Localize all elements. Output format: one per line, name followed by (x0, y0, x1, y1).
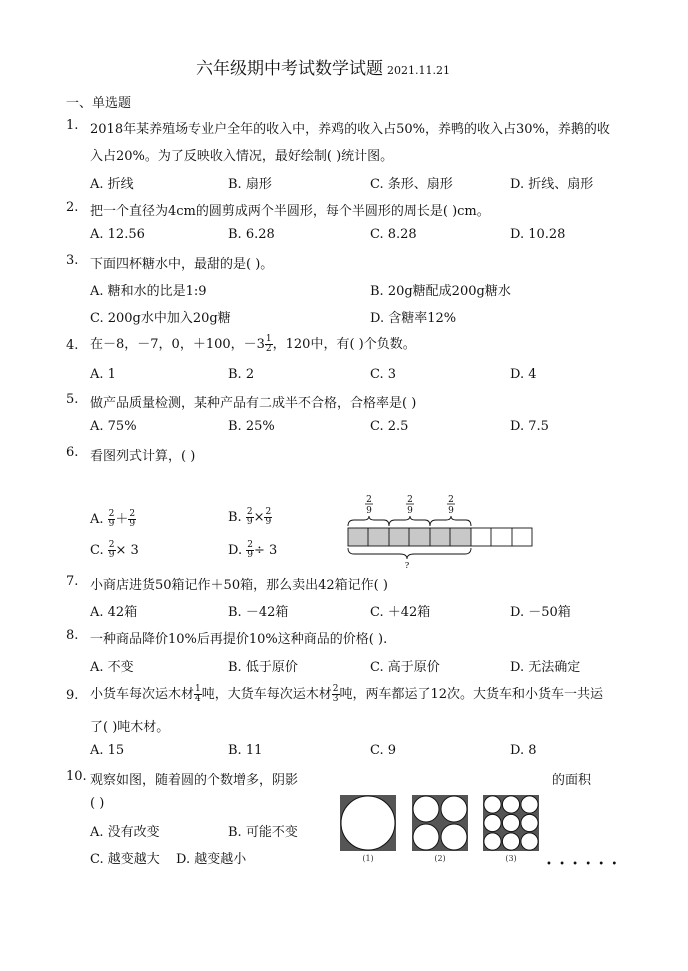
option-a[interactable]: A. 没有改变 (90, 825, 160, 840)
brace-question-mark: ? (404, 561, 410, 570)
option-d[interactable]: D. 无法确定 (510, 660, 581, 675)
option-d[interactable]: D. －50箱 (510, 605, 571, 620)
question-number: 1. (66, 118, 79, 133)
option-d[interactable]: D. 7.5 (510, 419, 549, 434)
question-number: 8. (66, 628, 79, 643)
question-text: 入占20%。为了反映收入情况，最好绘制( )统计图。 (90, 149, 394, 164)
option-c[interactable]: C. 高于原价 (370, 660, 440, 675)
question-text: 2018年某养殖场专业户全年的收入中，养鸡的收入占50%，养鸭的收入占30%，养鹅的收 (90, 122, 610, 137)
brace-label-den: 9 (366, 506, 372, 516)
question-text: ( ) (90, 796, 105, 811)
text-part: 在－8，－7，0，＋100，－3 (90, 337, 265, 352)
bar-fraction-figure (340, 492, 540, 570)
option-c[interactable]: C. 2.5 (370, 419, 409, 434)
option-d[interactable]: D. 折线、扇形 (510, 177, 594, 192)
question-text: 下面四杯糖水中，最甜的是( )。 (90, 257, 274, 272)
title-text: 六年级期中考试数学试题 (196, 59, 383, 79)
option-d[interactable]: D. 4 (510, 367, 537, 382)
question-number: 5. (66, 392, 79, 407)
question-number: 9. (66, 688, 79, 703)
figure-label-3: (3) (505, 854, 517, 863)
question-number: 10. (66, 769, 87, 784)
figure-label-1: (1) (362, 854, 374, 863)
brace-label-num: 2 (448, 495, 454, 505)
option-a[interactable]: A. $\frac{2}{9}$ ＋ $\frac{2}{9}$ (90, 509, 136, 529)
option-d[interactable]: D. 10.28 (510, 227, 566, 242)
question-text: 小货车每次运木材 $\frac{1}{4}$ 吨，大货车每次运木材 $\frac{2}{3}$ 吨，两车都运了12次。大货车和小货车一共运 (90, 684, 604, 704)
question-number: 7. (66, 574, 79, 589)
question-text: 把一个直径为4cm的圆剪成两个半圆形，每个半圆形的周长是( )cm。 (90, 204, 490, 219)
brace-label-num: 2 (366, 495, 372, 505)
option-c[interactable]: C. 越变越大 (90, 852, 160, 867)
question-text-end: 的面积 (552, 773, 592, 788)
page-title (196, 54, 450, 79)
question-text: 做产品质量检测，某种产品有二成半不合格，合格率是( ) (90, 396, 417, 411)
option-b[interactable]: B. 可能不变 (228, 825, 298, 840)
option-a[interactable]: A. 1 (90, 367, 116, 382)
figure-2 (412, 795, 468, 851)
option-a[interactable]: A. 不变 (90, 660, 134, 675)
option-b[interactable]: B. $\frac{2}{9}$ × $\frac{2}{9}$ (228, 507, 272, 527)
footer-dots: • • • • • • (546, 859, 620, 870)
option-b[interactable]: B. 20g糖配成200g糖水 (370, 284, 511, 299)
option-d[interactable]: D. 8 (510, 743, 537, 758)
option-a[interactable]: A. 15 (90, 743, 125, 758)
question-text: 一种商品降价10%后再提价10%这种商品的价格( ). (90, 632, 388, 647)
option-b[interactable]: B. 2 (228, 367, 255, 382)
title-date: 2021.11.21 (387, 64, 450, 77)
question-text: 了( )吨木材。 (90, 720, 170, 735)
figure-1 (340, 795, 396, 851)
figure-label-2: (2) (434, 854, 446, 863)
question-text (90, 333, 416, 354)
option-c[interactable]: C. 200g水中加入20g糖 (90, 311, 231, 326)
question-number: 4. (66, 338, 79, 353)
brace-label-den: 9 (407, 506, 413, 516)
section-heading: 一、单选题 (66, 96, 132, 111)
text-part: ，120中，有( )个负数。 (272, 337, 416, 352)
option-c[interactable]: C. 8.28 (370, 227, 417, 242)
brace-label-num: 2 (407, 495, 413, 505)
option-a[interactable]: A. 42箱 (90, 605, 138, 620)
figure-3 (483, 795, 539, 851)
option-c[interactable]: C. 3 (370, 367, 397, 382)
option-c[interactable]: C. $\frac{2}{9}$ × 3 (90, 540, 139, 560)
option-b[interactable]: B. 6.28 (228, 227, 275, 242)
circles-in-squares-figure (336, 793, 546, 863)
question-number: 2. (66, 200, 79, 215)
fraction: $\frac{2}{3}$ (332, 684, 339, 704)
brace-label-den: 9 (448, 506, 454, 516)
option-b[interactable]: B. 25% (228, 419, 275, 434)
option-a[interactable]: A. 糖和水的比是1:9 (90, 284, 207, 299)
option-b[interactable]: B. 11 (228, 743, 263, 758)
option-d[interactable]: D. 越变越小 (176, 852, 247, 867)
option-b[interactable]: B. 扇形 (228, 177, 272, 192)
question-text: 观察如图，随着圆的个数增多，阴影 (90, 773, 299, 788)
option-d[interactable]: D. $\frac{2}{9}$ ÷ 3 (228, 540, 278, 560)
question-text: 看图列式计算，( ) (90, 449, 196, 464)
option-a[interactable]: A. 75% (90, 419, 137, 434)
option-d[interactable]: D. 含糖率12% (370, 311, 457, 326)
option-a[interactable]: A. 12.56 (90, 227, 145, 242)
option-c[interactable]: C. 9 (370, 743, 397, 758)
option-b[interactable]: B. －42箱 (228, 605, 289, 620)
option-a[interactable]: A. 折线 (90, 177, 134, 192)
question-number: 3. (66, 253, 79, 268)
question-number: 6. (66, 445, 79, 460)
fraction: $\frac{1}{2}$ (265, 334, 272, 354)
option-b[interactable]: B. 低于原价 (228, 660, 298, 675)
question-text: 小商店进货50箱记作＋50箱，那么卖出42箱记作( ) (90, 578, 388, 593)
fraction: $\frac{1}{4}$ (195, 684, 201, 704)
option-c[interactable]: C. 条形、扇形 (370, 177, 453, 192)
option-c[interactable]: C. ＋42箱 (370, 605, 431, 620)
